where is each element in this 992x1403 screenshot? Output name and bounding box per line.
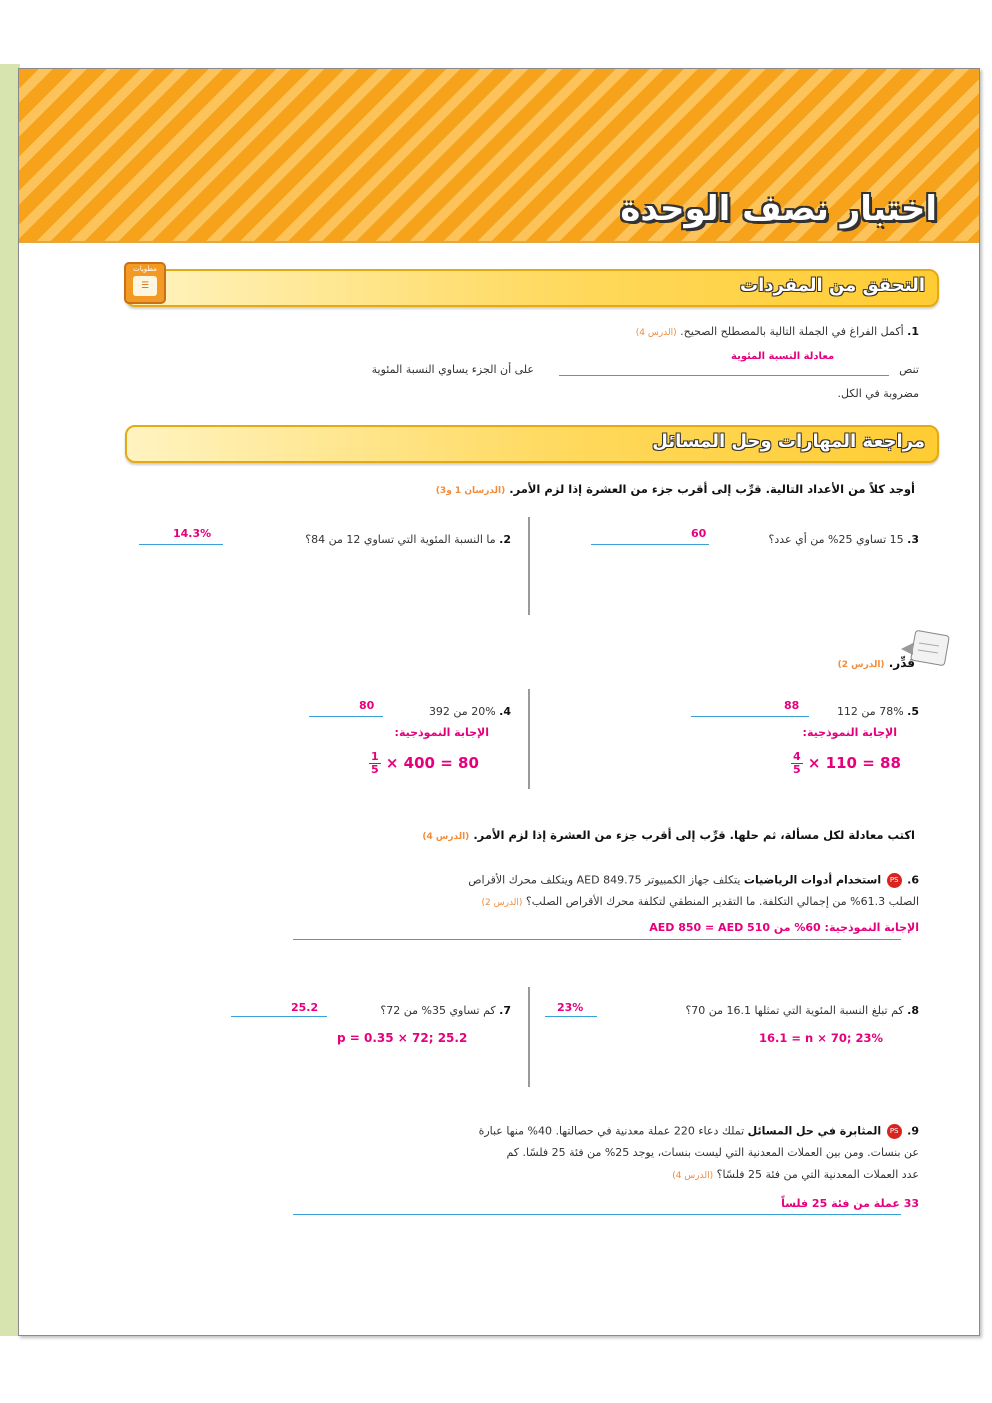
- q5-blank[interactable]: [691, 716, 809, 717]
- q7-prompt: 7. كم تساوي 35% من 72؟: [380, 1004, 511, 1017]
- q6-blank[interactable]: [293, 939, 901, 940]
- q5-prompt: 5. 78% من 112: [836, 705, 919, 718]
- foldable-label: مطويات: [133, 265, 157, 273]
- q4-sample-work: $\frac{1}{5}$ × 400 = 80: [371, 750, 479, 776]
- q6-answer: الإجابة النموذجية: 60% من AED 850 = AED 510: [649, 921, 919, 934]
- q8-prompt: 8. كم تبلغ النسبة المئوية التي تمثلها 16.1 من 70؟: [685, 1004, 919, 1017]
- q7-blank[interactable]: [231, 1016, 327, 1017]
- skills-section-header: [125, 425, 939, 463]
- q9-line1: 9. PS المثابرة في حل المسائل تملك دعاء 220 عملة معدنية في حصالتها. 40% منها عبارة: [478, 1124, 919, 1138]
- q1-line-end: على أن الجزء يساوي النسبة المئوية: [371, 363, 534, 376]
- q6-line2: الصلب 61.3% من إجمالي التكلفة. ما التقدير المنطقي لتكلفة محرك الأقراص الصلب؟ (الدرس 2): [481, 895, 919, 908]
- instruction-find: أوجد كلاً من الأعداد التالية. قرِّب إلى أقرب جزء من العشرة إذا لزم الأمر. (الدرسان 1 و3): [435, 482, 915, 496]
- foldable-badge[interactable]: [124, 262, 166, 304]
- q3-answer: 60: [691, 527, 707, 540]
- foldable-icon: ☰: [133, 276, 157, 296]
- q5-sample-label: الإجابة النموذجية:: [802, 726, 897, 739]
- q1-blank[interactable]: [559, 375, 889, 376]
- q8-blank[interactable]: [545, 1016, 597, 1017]
- title-banner: [19, 69, 979, 243]
- problem-solving-icon: PS: [887, 873, 902, 888]
- vocab-section-title: التحقق من المفردات: [740, 275, 925, 296]
- q6-line1: 6. PS استخدام أدوات الرياضيات يتكلف جهاز الكمبيوتر AED 849.75 ويتكلف محرك الأقراص: [468, 873, 919, 887]
- q2-blank[interactable]: [139, 544, 223, 545]
- q4-blank[interactable]: [309, 716, 383, 717]
- q2-prompt: 2. ما النسبة المئوية التي تساوي 12 من 84؟: [305, 533, 511, 546]
- q1-line-start: تنص: [899, 363, 919, 376]
- column-divider-3: [528, 987, 530, 1087]
- instruction-equation: اكتب معادلة لكل مسألة، ثم حلها. قرِّب إلى أقرب جزء من العشرة إذا لزم الأمر. (الدرس 4): [422, 828, 915, 842]
- q1-prompt: 1. أكمل الفراغ في الجملة التالية بالمصطلح الصحيح. (الدرس 4): [635, 325, 919, 338]
- q4-prompt: 4. 20% من 392: [428, 705, 511, 718]
- q3-prompt: 3. 15 تساوي 25% من أي عدد؟: [768, 533, 919, 546]
- q9-line3: عدد العملات المعدنية التي من فئة 25 فلسًا؟ (الدرس 4): [672, 1168, 919, 1181]
- q1-line2: مضروبة في الكل.: [837, 387, 919, 400]
- q8-work: 16.1 = n × 70; 23%: [759, 1031, 883, 1045]
- q3-blank[interactable]: [591, 544, 709, 545]
- q9-line2: عن بنسات. ومن بين العملات المعدنية التي ليست بنسات، يوجد 25% من فئة 25 فلسًا. كم: [506, 1146, 919, 1159]
- q5-answer: 88: [784, 699, 800, 712]
- column-divider: [528, 517, 530, 615]
- skills-section-title: مراجعة المهارات وحل المسائل: [652, 431, 925, 452]
- q4-sample-label: الإجابة النموذجية:: [394, 726, 489, 739]
- column-divider-2: [528, 689, 530, 789]
- q5-sample-work: $\frac{4}{5}$ × 110 = 88: [793, 750, 901, 776]
- q8-answer: 23%: [557, 1001, 584, 1014]
- q9-answer: 33 عملة من فئة 25 فلساً: [781, 1197, 919, 1210]
- page-margin: [0, 64, 20, 1336]
- worksheet-page: [18, 68, 980, 1336]
- q9-blank[interactable]: [293, 1214, 901, 1215]
- q4-answer: 80: [359, 699, 375, 712]
- q1-answer: معادلة النسبة المئوية: [731, 351, 835, 362]
- q7-answer: 25.2: [291, 1001, 319, 1014]
- q2-answer: 14.3%: [173, 527, 212, 540]
- vocab-section-header: [125, 269, 939, 307]
- instruction-estimate: قدِّر. (الدرس 2): [837, 656, 915, 670]
- problem-solving-icon: PS: [887, 1124, 902, 1139]
- page-title: اختبار نصف الوحدة: [620, 189, 937, 229]
- q7-work: p = 0.35 × 72; 25.2: [337, 1031, 468, 1045]
